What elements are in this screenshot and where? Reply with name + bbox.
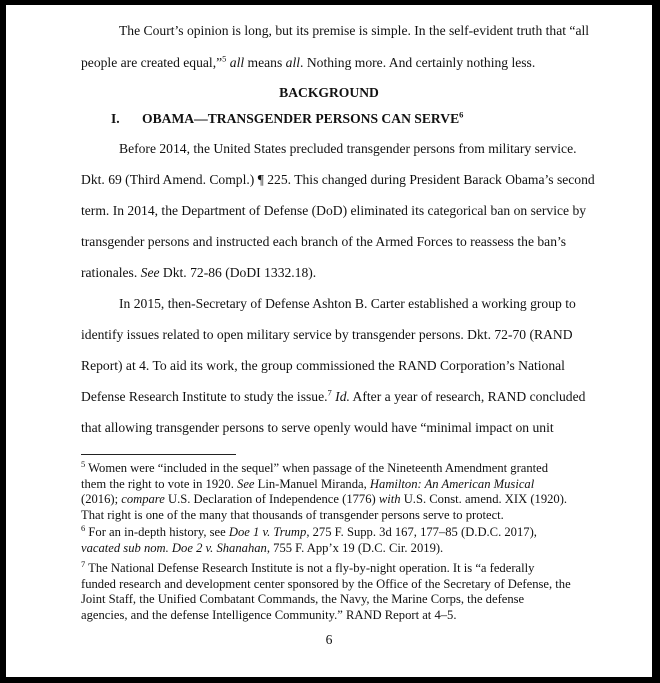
para2-line-4: Defense Research Institute to study the issue.$^7$ Id. After a year of research, RAND concluded	[81, 387, 586, 404]
footnote-ref-5[interactable]: 5	[222, 53, 227, 64]
footnote-7: $^7$ The National Defense Research Institute is not a fly-by-night operation. It is “a federally funded research and development center sponsored by the Office of the Secretary of Defense, the Joint Staff, the Unified Combatant Commands, the Navy, the Marine Corps, the defense agencies, and the defense Intelligence Community.” RAND Report at 4–5.	[81, 558, 571, 622]
document-page	[6, 5, 652, 677]
footnote-separator	[81, 454, 236, 455]
para2-line-3: Report) at 4. To aid its work, the group commissioned the RAND Corporation’s National	[81, 358, 565, 373]
para2-line-5: that allowing transgender persons to serve openly would have “minimal impact on unit	[81, 420, 554, 435]
para1-line-4: transgender persons and instructed each branch of the Armed Forces to reassess the ban’s	[81, 234, 567, 249]
footnote-5-number: 5	[81, 458, 86, 469]
intro-line-1: The Court’s opinion is long, but its premise is simple. In the self-evident truth that “all	[119, 23, 590, 38]
para1-line-1: Before 2014, the United States precluded transgender persons from military service.	[119, 141, 577, 156]
footnote-6: $^6$ For an in-depth history, see Doe 1 v. Trump, 275 F. Supp. 3d 167, 177–85 (D.D.C. 2017), vacated sub nom. Doe 2 v. Shanahan, 755 F. App’x 19 (D.C. Cir. 2019).	[81, 522, 537, 555]
para2-line-2: identify issues related to open military service by transgender persons. Dkt. 72-70 (RAND	[81, 327, 573, 342]
section-title: OBAMA—TRANSGENDER PERSONS CAN SERVE$^6$	[142, 109, 464, 126]
page-number: 6	[325, 632, 333, 647]
footnote-7-number: 7	[81, 558, 86, 569]
background-heading: BACKGROUND	[279, 85, 379, 100]
para1-line-3: term. In 2014, the Department of Defense (DoD) eliminated its categorical ban on service by	[81, 203, 587, 218]
para1-line-2: Dkt. 69 (Third Amend. Compl.) ¶ 225. This changed during President Barack Obama’s second	[81, 172, 595, 187]
para1-line-5: rationales. See Dkt. 72-86 (DoDI 1332.18).	[81, 265, 317, 280]
section-number: I.	[111, 111, 120, 126]
intro-line-2: people are created equal,”$^5$ all means all. Nothing more. And certainly nothing less.	[81, 53, 536, 70]
footnote-ref-6[interactable]: 6	[459, 109, 464, 120]
footnote-6-number: 6	[81, 522, 86, 533]
footnote-5: $^5$ Women were “included in the sequel” when passage of the Nineteenth Amendment granted them the right to vote in 1920. See Lin-Manuel Miranda, Hamilton: An American Musical (2016); compare U.S. Declaration of Independence (1776) with U.S. Const. amend. XIX (1920). That right is one of the many that thousands of transgender persons serve to protect.	[81, 458, 568, 522]
footnote-ref-7[interactable]: 7	[327, 387, 332, 398]
para2-line-1: In 2015, then-Secretary of Defense Ashton B. Carter established a working group to	[119, 296, 576, 311]
